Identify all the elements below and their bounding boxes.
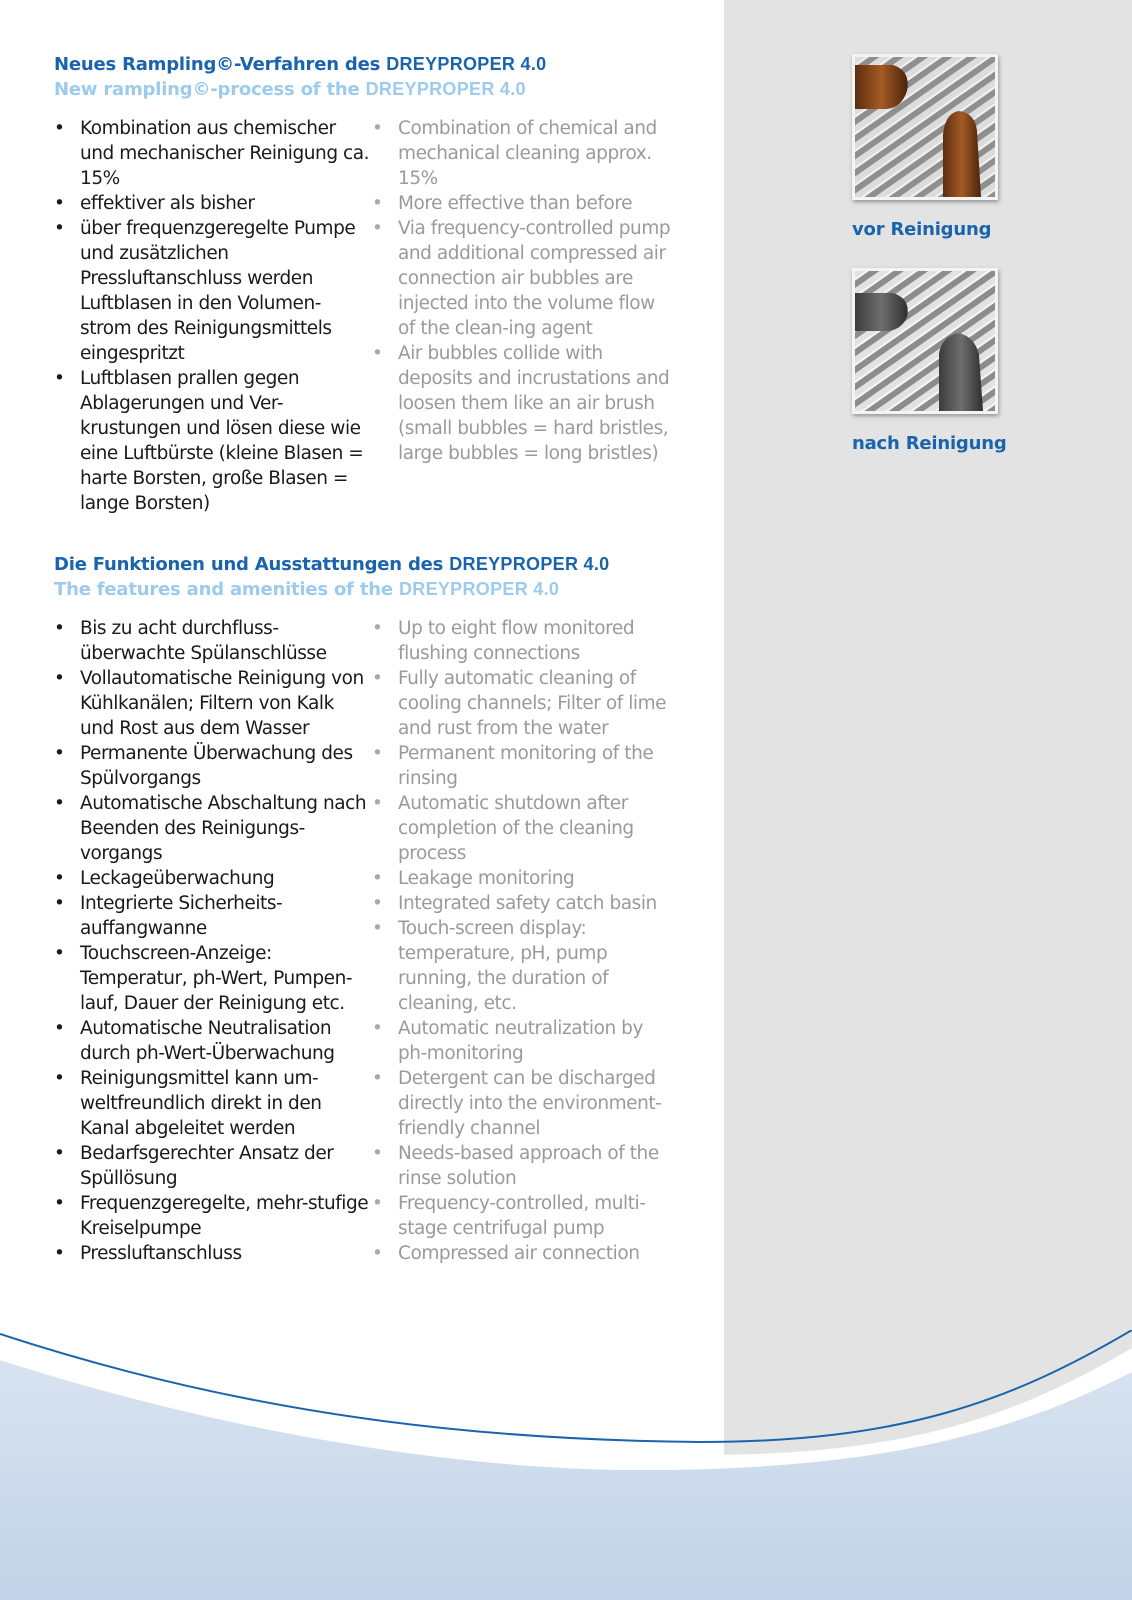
section-title-de: Die Funktionen und Ausstattungen des DREYPROPER 4.0 bbox=[54, 554, 610, 575]
list-en bbox=[372, 116, 672, 516]
list-item: • Fully automatic cleaning of cooling channels; Filter of lime and rust from the water bbox=[372, 666, 672, 741]
list-item: • Integrated safety catch basin bbox=[372, 891, 672, 916]
features-section bbox=[54, 552, 694, 1266]
list-item: • Frequenzgeregelte, mehr-stufige Kreiselpumpe bbox=[54, 1191, 372, 1241]
list-item: • Kombination aus chemischer und mechanischer Reinigung ca. 15% bbox=[54, 116, 372, 191]
list-item: • Needs-based approach of the rinse solution bbox=[372, 1141, 672, 1191]
list-item: • Automatic neutralization by ph-monitoring bbox=[372, 1016, 672, 1066]
section-title-en: New rampling©-process of the DREYPROPER 4.0 bbox=[54, 79, 526, 100]
list-item: • Reinigungsmittel kann um-weltfreundlich direkt in den Kanal abgeleitet werden bbox=[54, 1066, 372, 1141]
section-title-en: The features and amenities of the DREYPROPER 4.0 bbox=[54, 579, 560, 600]
photo-before-cleaning bbox=[852, 54, 998, 200]
list-item: • Luftblasen prallen gegen Ablagerungen und Ver-krustungen und lösen diese wie eine Luftbürste (kleine Blasen = harte Borsten, große Blasen = lange Borsten) bbox=[54, 366, 372, 516]
list-item: • Air bubbles collide with deposits and incrustations and loosen them like an air brush (small bubbles = hard bristles, large bubbles = long bristles) bbox=[372, 341, 672, 466]
list-item: • Permanent monitoring of the rinsing bbox=[372, 741, 672, 791]
corroded-pins-image bbox=[855, 57, 995, 197]
caption-before: vor Reinigung bbox=[852, 219, 992, 240]
brand-name: DREYPROPER 4.0 bbox=[398, 579, 560, 599]
section-title-de: Neues Rampling©-Verfahren des DREYPROPER 4.0 bbox=[54, 54, 547, 75]
list-item: • Pressluftanschluss bbox=[54, 1241, 372, 1266]
cleaned-pins-image bbox=[855, 271, 995, 411]
rampling-section bbox=[54, 52, 694, 516]
list-item: • Bedarfsgerechter Ansatz der Spüllösung bbox=[54, 1141, 372, 1191]
list-item: • Via frequency-controlled pump and additional compressed air connection air bubbles are injected into the volume flow of the clean-ing agent bbox=[372, 216, 672, 341]
list-de bbox=[54, 116, 372, 516]
photo-after-cleaning bbox=[852, 268, 998, 414]
list-item: • Permanente Überwachung des Spülvorgangs bbox=[54, 741, 372, 791]
list-item: • Up to eight flow monitored flushing connections bbox=[372, 616, 672, 666]
wave-decoration bbox=[0, 1330, 1132, 1600]
list-item: • Frequency-controlled, multi-stage centrifugal pump bbox=[372, 1191, 672, 1241]
list-item: • Vollautomatische Reinigung von Kühlkanälen; Filtern von Kalk und Rost aus dem Wasser bbox=[54, 666, 372, 741]
list-item: • Combination of chemical and mechanical cleaning approx. 15% bbox=[372, 116, 672, 191]
list-item: • Bis zu acht durchfluss-überwachte Spülanschlüsse bbox=[54, 616, 372, 666]
main-content bbox=[54, 52, 694, 1302]
list-item: • Compressed air connection bbox=[372, 1241, 672, 1266]
list-item: • Automatic shutdown after completion of the cleaning process bbox=[372, 791, 672, 866]
list-item: • More effective than before bbox=[372, 191, 672, 216]
brand-name: DREYPROPER 4.0 bbox=[386, 54, 547, 74]
list-item: • Detergent can be discharged directly into the environment-friendly channel bbox=[372, 1066, 672, 1141]
list-item: • effektiver als bisher bbox=[54, 191, 372, 216]
list-item: • Leakage monitoring bbox=[372, 866, 672, 891]
list-de bbox=[54, 616, 372, 1266]
brand-name: DREYPROPER 4.0 bbox=[449, 554, 610, 574]
list-item: • Touchscreen-Anzeige: Temperatur, ph-Wert, Pumpen-lauf, Dauer der Reinigung etc. bbox=[54, 941, 372, 1016]
list-item: • Automatische Neutralisation durch ph-Wert-Überwachung bbox=[54, 1016, 372, 1066]
list-item: • über frequenzgeregelte Pumpe und zusätzlichen Pressluftanschluss werden Luftblasen in den Volumen-strom des Reinigungsmittels eingespritzt bbox=[54, 216, 372, 366]
list-item: • Integrierte Sicherheits-auffangwanne bbox=[54, 891, 372, 941]
list-item: • Automatische Abschaltung nach Beenden des Reinigungs-vorgangs bbox=[54, 791, 372, 866]
list-item: • Touch-screen display: temperature, pH, pump running, the duration of cleaning, etc. bbox=[372, 916, 672, 1016]
list-en bbox=[372, 616, 672, 1266]
list-item: • Leckageüberwachung bbox=[54, 866, 372, 891]
brand-name: DREYPROPER 4.0 bbox=[365, 79, 526, 99]
caption-after: nach Reinigung bbox=[852, 433, 1007, 454]
